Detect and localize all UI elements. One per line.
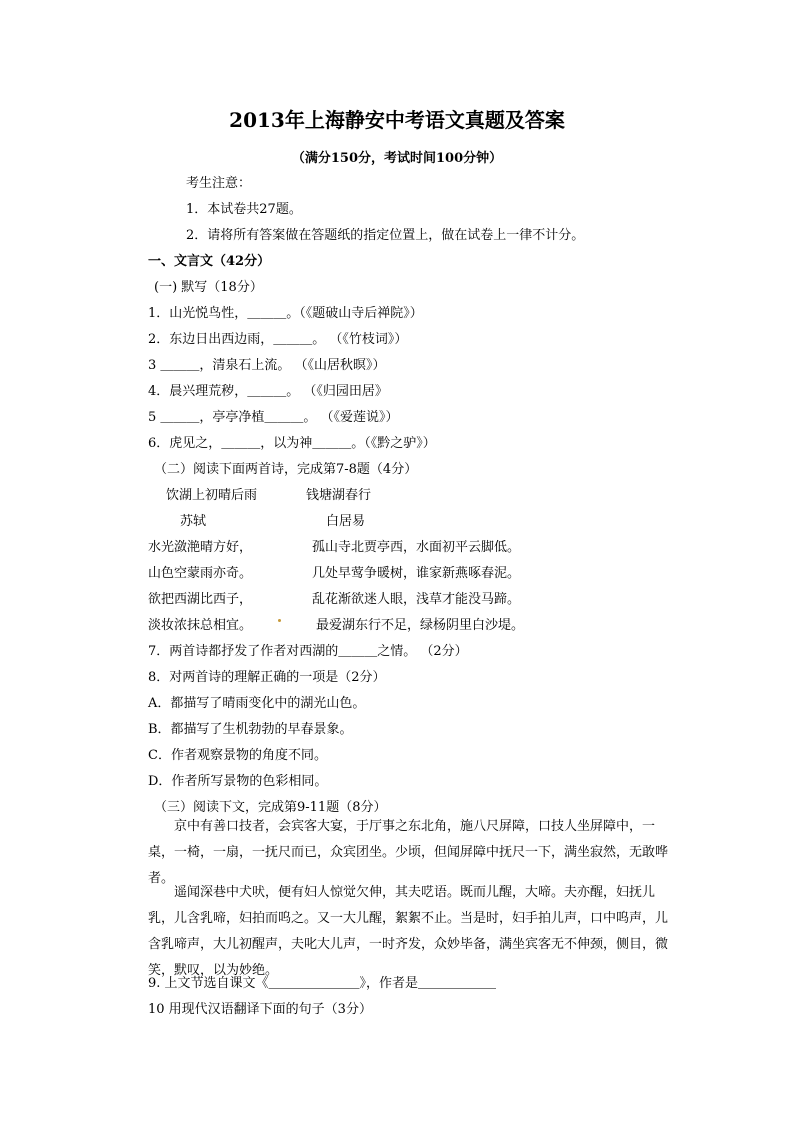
poem-1-line-2: 山色空蒙雨亦奇。 [148,566,253,581]
part-heading-1: (一) 默写（18分） [154,280,263,295]
poem-1-title: 饮湖上初晴后雨 [166,488,258,503]
poem-1-line-1: 水光潋滟晴方好， [148,540,253,555]
poem-2-title: 钱塘湖春行 [306,488,372,503]
question-8: 8．对两首诗的理解正确的一项是（2分） [148,670,386,685]
passage-paragraph-1: 京中有善口技者，会宾客大宴，于厅事之东北角，施八尺屏障，口技人坐屏障中，一桌，一椅，一扇，一抚尺而已，众宾团坐。少顷，但闻屏障中抚尺一下，满坐寂然，无敢哗者。 [148,819,669,886]
section-heading: 一、文言文（42分） [148,254,271,269]
poem-1-author: 苏轼 [180,514,207,529]
stray-dot-mark [278,619,281,622]
poem-2-line-2: 几处早莺争暖树，谁家新燕啄春泥。 [312,566,521,581]
page-title: 2013年上海静安中考语文真题及答案 [229,108,565,132]
option-c: C．作者观察景物的角度不同。 [148,748,327,763]
poem-1-line-4: 淡妆浓抹总相宜。 [148,618,253,633]
part-heading-3: （三）阅读下文，完成第9-11题（8分） [154,800,387,815]
poem-2-line-1: 孤山寺北贾亭西，水面初平云脚低。 [312,540,521,555]
passage-paragraph-2: 遥闻深巷中犬吠，便有妇人惊觉欠伸，其夫呓语。既而儿醒，大啼。夫亦醒，妇抚儿乳，儿含乳啼，妇拍而呜之。又一大儿醒，絮絮不止。当是时，妇手拍儿声，口中呜声，儿含乳啼声，大儿初醒声，夫叱大儿声，一时齐发，众妙毕备，满坐宾客无不伸颈，侧目，微笑，默叹，以为妙绝。 [148,885,669,978]
question-7: 7．两首诗都抒发了作者对西湖的＿＿＿之情。 （2分） [148,644,468,659]
notice-item-2: 2．请将所有答案做在答题纸的指定位置上，做在试卷上一律不计分。 [186,228,585,243]
question-10: 10 用现代汉语翻译下面的句子（3分） [148,1002,372,1017]
question-9: 9. 上文节选自课文《＿＿＿＿＿＿＿》，作者是＿＿＿＿＿＿ [148,976,497,991]
question-3: 3 ＿＿＿，清泉石上流。 （《山居秋暝》） [148,358,386,373]
question-2: 2．东边日出西边雨，＿＿＿。 （《竹枝词》） [148,332,408,347]
poem-2-author: 白居易 [326,514,366,529]
notice-heading: 考生注意： [186,176,252,191]
question-4: 4．晨兴理荒秽，＿＿＿。 （《归园田居》 [148,384,388,399]
poem-2-line-4: 最爱湖东行不足，绿杨阴里白沙堤。 [316,618,525,633]
question-5: 5 ＿＿＿，亭亭净植＿＿＿。 （《爱莲说》） [148,410,399,425]
question-6: 6．虎见之，＿＿＿，以为神＿＿＿。（《黔之驴》） [148,436,436,451]
question-1: 1．山光悦鸟性，＿＿＿。（《题破山寺后禅院》） [148,306,423,321]
poem-1-line-3: 欲把西湖比西子， [148,592,253,607]
poem-2-line-3: 乱花渐欲迷人眼，浅草才能没马蹄。 [312,592,521,607]
exam-info: （满分150分，考试时间100分钟） [291,151,503,166]
part-heading-2: （二）阅读下面两首诗，完成第7-8题（4分） [154,462,418,477]
option-b: B．都描写了生机勃勃的早春景象。 [148,722,353,737]
notice-item-1: 1．本试卷共27题。 [186,202,302,217]
option-a: A．都描写了晴雨变化中的湖光山色。 [148,696,366,711]
option-d: D．作者所写景物的色彩相同。 [148,774,328,789]
